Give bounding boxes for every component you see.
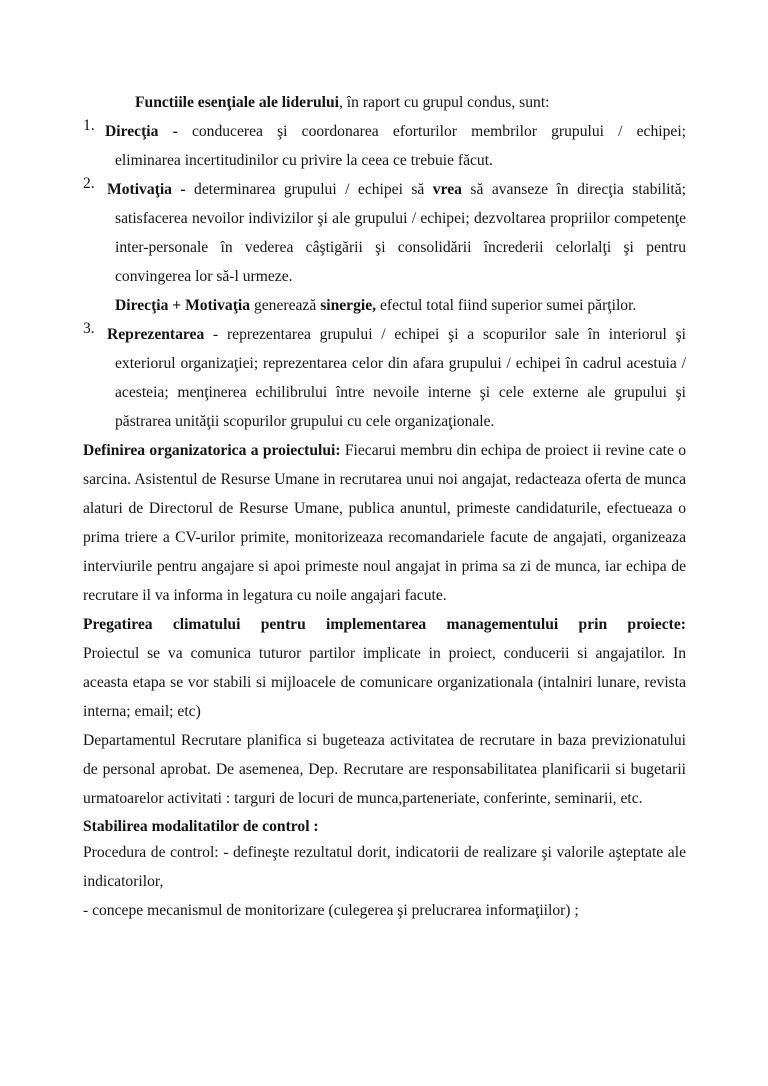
list-number: 2. xyxy=(83,175,95,192)
list-item-first-line xyxy=(105,117,686,146)
control-paragraph-2: - concepe mecanismul de monitorizare (culegerea şi prelucrarea informaţiilor) ; xyxy=(83,902,579,919)
climate-heading-text: Pregatirea climatului pentru implementarea managementului prin proiecte: xyxy=(83,616,686,633)
list-item-continuation: exteriorul organizaţiei; reprezentarea celor din afara grupului / echipei în cadrul acestuia / acesteia; menţinerea echilibrului între nevoile interne şi cele externe ale grupului şi păstrarea unităţii scopurilor grupului cu cele organizaţionale. xyxy=(115,355,686,430)
intro-bold: Functiile esenţiale ale liderului xyxy=(135,94,339,111)
synergy-plus: + xyxy=(168,297,186,314)
intro-text: , în raport cu grupul condus, sunt: xyxy=(339,94,550,111)
list-item-first-line xyxy=(107,175,686,204)
list-item-continuation: eliminarea incertitudinilor cu privire la ceea ce trebuie făcut. xyxy=(115,152,493,169)
synergy-motivation: Motivaţia xyxy=(185,297,251,314)
climate-paragraph-2: Departamentul Recrutare planifica si bugeteaza activitatea de recrutare in baza previzionatului de personal aprobat. De asemenea, Dep. Recrutare are responsabilitatea planificarii si bugetarii urmatoarelor activitati : targuri de locuri de munca,parteneriate, conferinte, seminarii, etc. xyxy=(83,732,686,807)
list-item-continuation: satisfacerea nevoilor indivizilor şi ale grupului / echipei; dezvoltarea propriilor competenţe inter-personale în vederea câştigării şi consolidării încrederii celorlalţi şi pentru convingerea lor să-l urmeze. xyxy=(115,210,686,285)
list-item xyxy=(83,320,686,349)
list-item-first-line xyxy=(107,320,686,349)
definition-text: Fiecarui membru din echipa de proiect ii revine cate o sarcina. Asistentul de Resurse Umane in recrutarea unui noi angajat, redacteaza oferta de munca alaturi de Directorul de Resurse Umane, publica anuntul, primeste candidaturile, efectueaza o prima triere a CV-urilor primite, monitorizeaza recomandariele facute de angajati, organizeaza interviurile pentru angajare si apoi primeste noul angajat in prima sa zi de munca, iar echipa de recrutare il va informa in legatura cu noile angajari facute. xyxy=(83,442,686,604)
control-paragraph-1: Procedura de control: - defineşte rezultatul dorit, indicatorii de realizare şi valorile aşteptate ale indicatorilor, xyxy=(83,844,686,890)
list-number: 3. xyxy=(83,320,95,337)
control-heading-text: Stabilirea modalitatilor de control : xyxy=(83,818,319,835)
control-heading xyxy=(83,816,686,838)
list-item-dash: - xyxy=(158,123,192,140)
list-item-text: determinarea grupului / echipei să xyxy=(185,181,433,198)
list-item-title: Motivaţia - xyxy=(107,181,186,198)
list-item xyxy=(83,175,686,204)
synergy-word: sinergie, xyxy=(320,297,377,314)
definition-heading: Definirea organizatorica a proiectului: xyxy=(83,442,341,459)
synergy-text: generează xyxy=(250,297,321,314)
synergy-line xyxy=(115,291,686,320)
climate-heading xyxy=(83,610,686,639)
emphasis-vrea: vrea xyxy=(432,181,462,198)
list-item-title: Direcţia xyxy=(105,123,159,140)
list-number: 1. xyxy=(83,117,95,134)
synergy-text-end: efectul total fiind superior sumei părţilor. xyxy=(376,297,637,314)
list-item-text: conducerea şi coordonarea eforturilor membrilor grupului / echipei; xyxy=(191,123,686,140)
list-item-text: - reprezentarea grupului / echipei şi a scopurilor sale în interiorul şi xyxy=(204,326,686,343)
list-item-title: Reprezentarea xyxy=(107,326,205,343)
intro-paragraph xyxy=(135,88,686,117)
synergy-direction: Direcţia xyxy=(115,297,169,314)
definition-paragraph xyxy=(83,436,686,610)
list-item-text: să avanseze în direcţia stabilită; xyxy=(461,181,686,198)
list-item xyxy=(83,117,686,146)
document-body xyxy=(83,88,686,925)
climate-paragraph-1: Proiectul se va comunica tuturor partilor implicate in proiect, conducerii si angajatilor. In aceasta etapa se vor stabili si mijloacele de comunicare organizationala (intalniri lunare, revista interna; email; etc) xyxy=(83,645,686,720)
